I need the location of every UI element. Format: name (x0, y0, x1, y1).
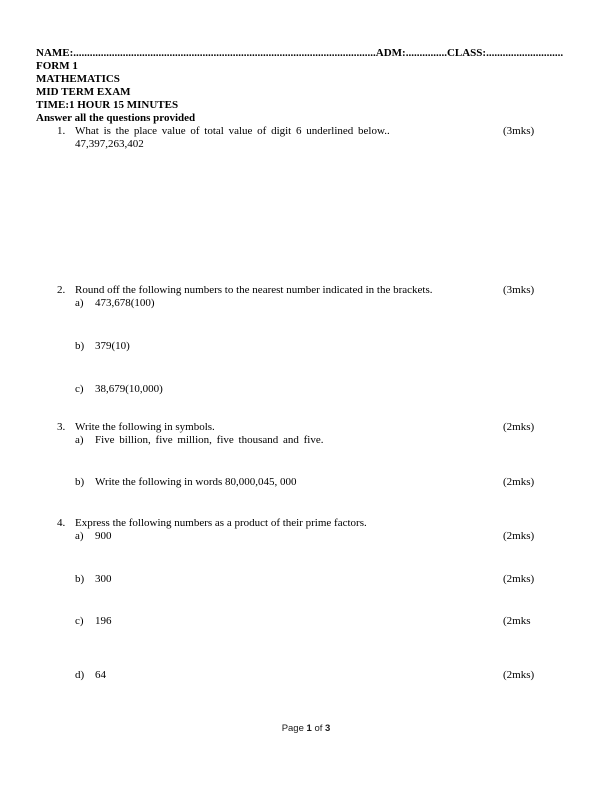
question-2c-label: c) (75, 383, 84, 395)
question-4a-label: a) (75, 530, 84, 542)
footer-total-pages: 3 (325, 723, 331, 734)
question-4a-marks: (2mks) (503, 530, 535, 542)
question-3a-row (0, 434, 612, 447)
instructions-label: Answer all the questions provided (36, 112, 196, 124)
question-4b-marks: (2mks) (503, 573, 535, 585)
subject-label: MATHEMATICS (36, 73, 120, 85)
question-4-row (0, 517, 612, 530)
footer-page-label: Page (281, 723, 307, 734)
question-4-text: Express the following numbers as a product of their prime factors. (75, 517, 367, 529)
question-4d-label: d) (75, 669, 85, 681)
time-line (0, 99, 612, 112)
instructions-line (0, 112, 612, 125)
question-1-text: What is the place value of total value of digit 6 underlined below.. (75, 125, 390, 137)
question-4d-marks: (2mks) (503, 669, 535, 681)
question-3-number: 3. (57, 421, 66, 433)
question-2a-label: a) (75, 297, 84, 309)
question-3a-text: Five billion, five million, five thousand and five. (95, 434, 324, 446)
question-3b-label: b) (75, 476, 85, 488)
question-2c-row (0, 383, 612, 396)
question-4d-text: 64 (95, 669, 106, 681)
footer-of-label: of (311, 723, 326, 734)
question-1-number-value: 47,397,263,402 (75, 138, 144, 150)
question-2-row (0, 284, 612, 297)
question-4b-label: b) (75, 573, 85, 585)
footer-current-page: 1 (306, 723, 312, 734)
question-3-marks: (2mks) (503, 421, 535, 433)
question-3b-marks: (2mks) (503, 476, 535, 488)
form-line (0, 60, 612, 73)
question-2-number: 2. (57, 284, 66, 296)
question-3-text: Write the following in symbols. (75, 421, 215, 433)
question-4c-text: 196 (95, 615, 112, 627)
question-4-number: 4. (57, 517, 66, 529)
question-3b-row (0, 476, 612, 489)
question-2b-row (0, 340, 612, 353)
subject-line (0, 73, 612, 86)
page-footer (0, 722, 612, 735)
exam-title-label: MID TERM EXAM (36, 86, 131, 98)
question-1-row (0, 125, 612, 138)
question-2a-text: 473,678(100) (95, 297, 155, 309)
question-2b-text: 379(10) (95, 340, 130, 352)
question-2-text: Round off the following numbers to the nearest number indicated in the brackets. (75, 284, 433, 296)
question-2b-label: b) (75, 340, 85, 352)
question-4b-text: 300 (95, 573, 112, 585)
question-1-number: 1. (57, 125, 66, 137)
question-4c-marks: (2mks (503, 615, 531, 627)
question-3-row (0, 421, 612, 434)
form-label: FORM 1 (36, 60, 78, 72)
name-adm-class-line (0, 47, 612, 60)
question-4d-row (0, 669, 612, 682)
exam-title-line (0, 86, 612, 99)
question-4a-text: 900 (95, 530, 112, 542)
question-1-body-row (0, 138, 612, 151)
question-2a-row (0, 297, 612, 310)
time-label: TIME:1 HOUR 15 MINUTES (36, 99, 179, 111)
question-3a-label: a) (75, 434, 84, 446)
question-1-marks: (3mks) (503, 125, 535, 137)
question-4c-label: c) (75, 615, 84, 627)
name-adm-class-text: NAME:..............................................................................................................ADM:...............CLASS:............................ (36, 47, 564, 59)
question-3b-text: Write the following in words 80,000,045, 000 (95, 476, 297, 488)
question-4a-row (0, 530, 612, 543)
question-4b-row (0, 573, 612, 586)
question-4c-row (0, 615, 612, 628)
question-2c-text: 38,679(10,000) (95, 383, 163, 395)
question-2-marks: (3mks) (503, 284, 535, 296)
